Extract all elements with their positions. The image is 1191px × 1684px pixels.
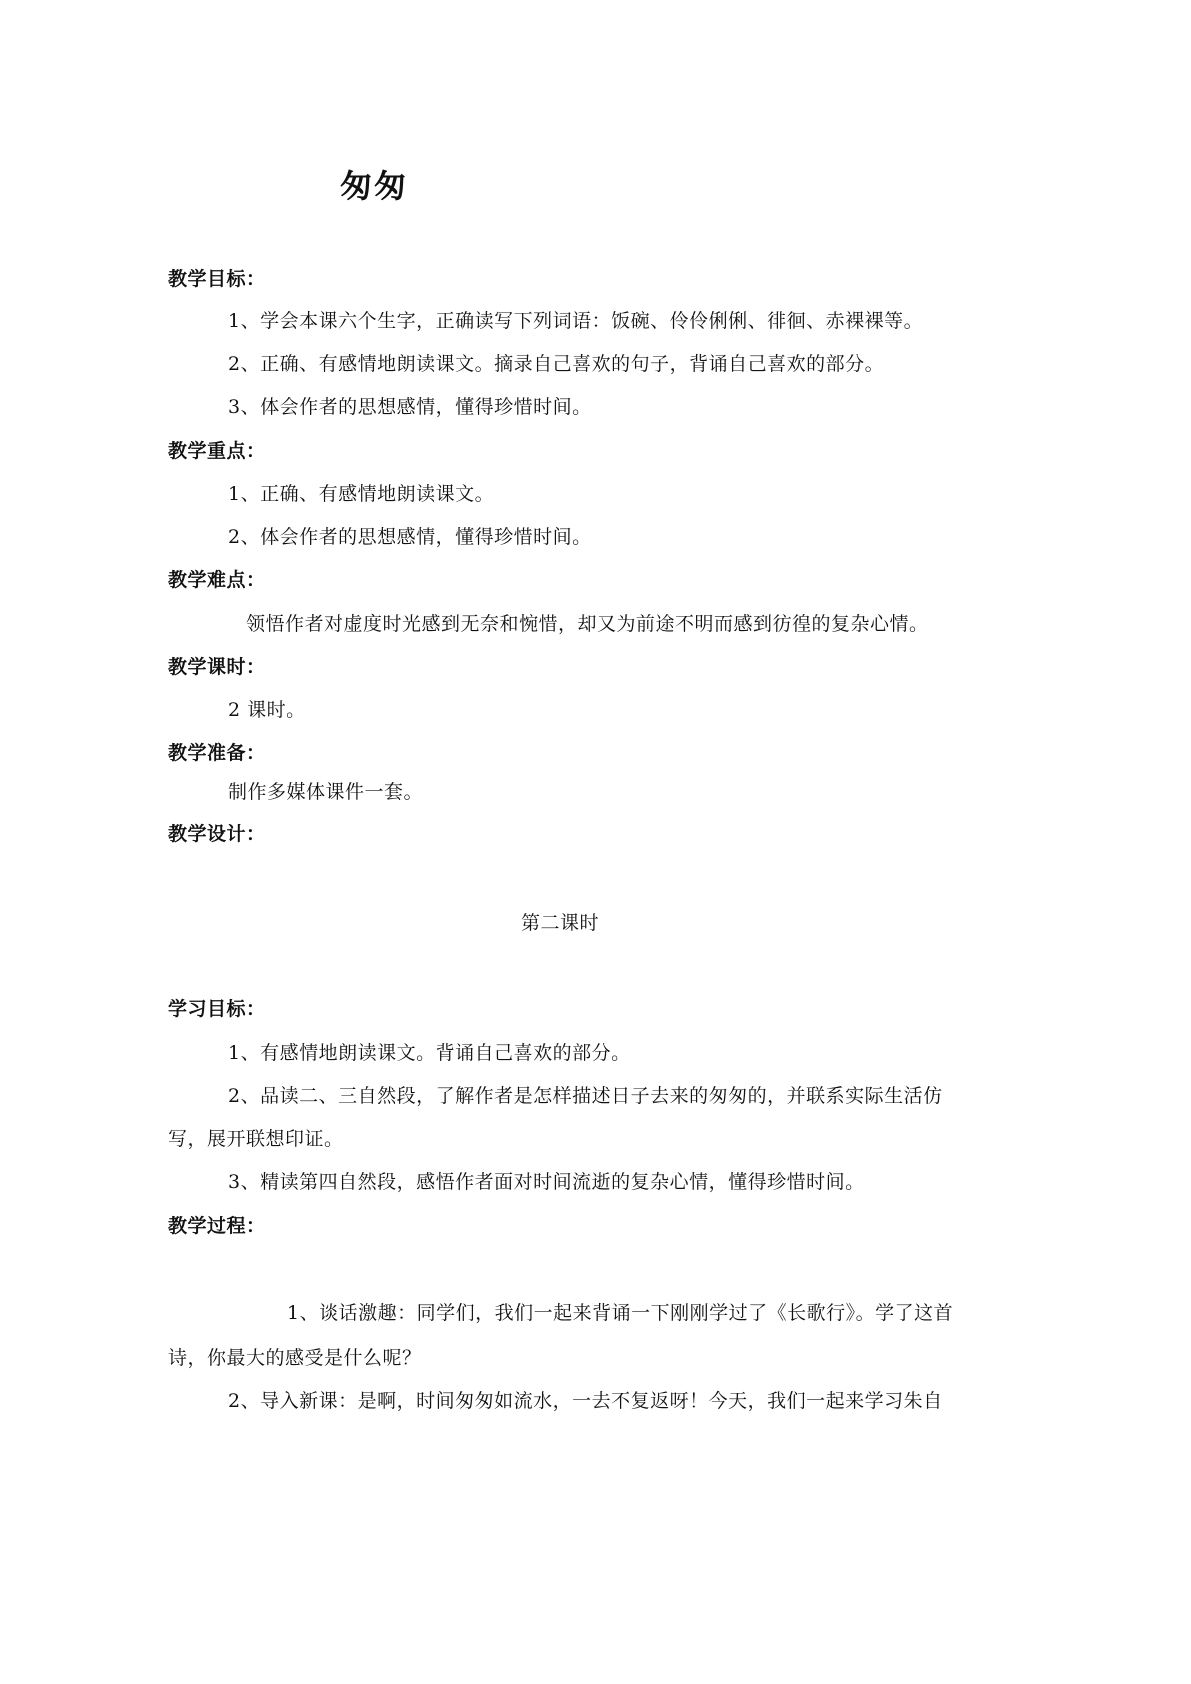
study-goal-item: 3、精读第四自然段，感悟作者面对时间流逝的复杂心情，懂得珍惜时间。	[228, 1171, 865, 1193]
process-continuation: 诗，你最大的感受是什么呢？	[168, 1347, 422, 1369]
key-point-item: 2、体会作者的思想感情，懂得珍惜时间。	[228, 526, 592, 548]
process-heading: 教学过程：	[168, 1215, 266, 1237]
objective-item: 1、学会本课六个生字，正确读写下列词语：饭碗、伶伶俐俐、徘徊、赤裸裸等。	[228, 310, 924, 332]
document-title: 匆匆	[340, 167, 409, 205]
study-goal-item: 1、有感情地朗读课文。背诵自己喜欢的部分。	[228, 1042, 631, 1064]
objectives-heading: 教学目标：	[168, 268, 266, 290]
difficulty-text: 领悟作者对虚度时光感到无奈和惋惜，却又为前途不明而感到彷徨的复杂心情。	[246, 613, 929, 635]
key-points-heading: 教学重点：	[168, 440, 266, 462]
process-item: 1、谈话激趣：同学们，我们一起来背诵一下刚刚学过了《长歌行》。学了这首	[287, 1302, 954, 1324]
study-goal-continuation: 写，展开联想印证。	[168, 1128, 344, 1150]
process-item: 2、导入新课：是啊，时间匆匆如流水，一去不复返呀！今天，我们一起来学习朱自	[228, 1390, 943, 1412]
objective-item: 3、体会作者的思想感情，懂得珍惜时间。	[228, 396, 592, 418]
study-goals-heading: 学习目标：	[168, 998, 266, 1020]
preparation-heading: 教学准备：	[168, 742, 266, 764]
key-point-item: 1、正确、有感情地朗读课文。	[228, 483, 495, 505]
design-heading: 教学设计：	[168, 823, 266, 845]
preparation-text: 制作多媒体课件一套。	[228, 781, 424, 803]
periods-text: 2 课时。	[228, 699, 306, 721]
periods-heading: 教学课时：	[168, 656, 266, 678]
difficulty-heading: 教学难点：	[168, 569, 266, 591]
objective-item: 2、正确、有感情地朗读课文。摘录自己喜欢的句子，背诵自己喜欢的部分。	[228, 353, 885, 375]
study-goal-item: 2、品读二、三自然段，了解作者是怎样描述日子去来的匆匆的，并联系实际生活仿	[228, 1085, 943, 1107]
lesson-title: 第二课时	[520, 912, 599, 934]
